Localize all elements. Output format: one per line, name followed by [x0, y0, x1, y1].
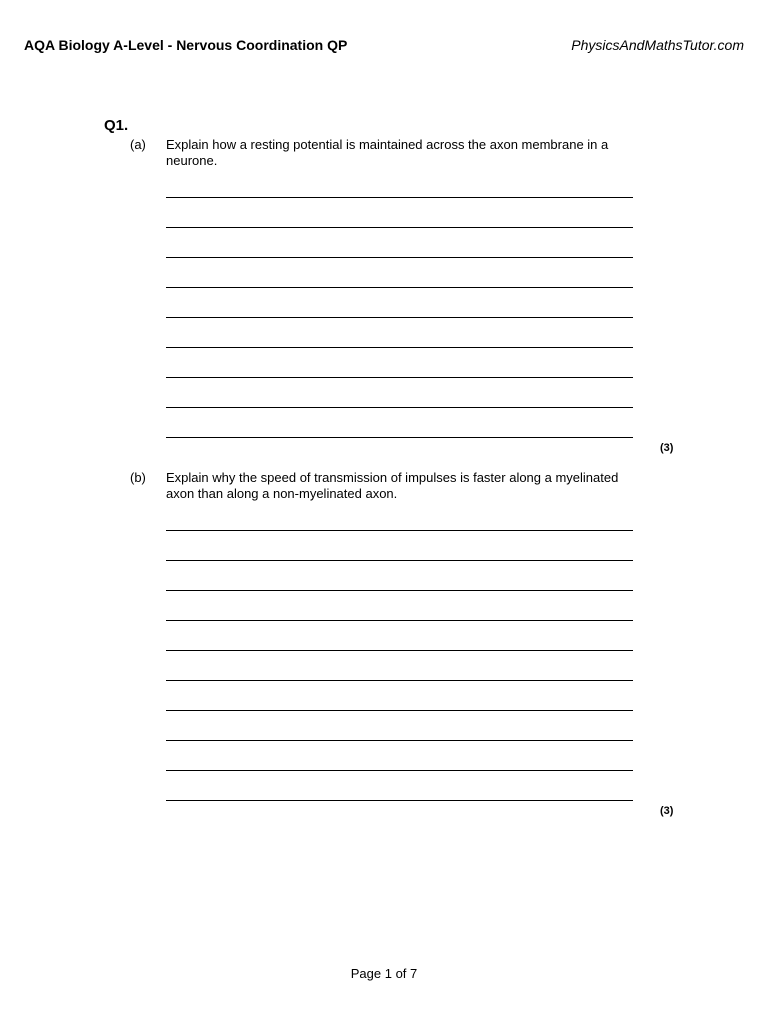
part-b-question-text: Explain why the speed of transmission of impulses is faster along a myelinated axon than along a non-myelinated axon. [166, 470, 619, 501]
document-title: AQA Biology A-Level - Nervous Coordination QP [24, 37, 348, 53]
part-a-marks: (3) [660, 442, 674, 454]
answer-line[interactable] [166, 198, 633, 228]
answer-line[interactable] [166, 741, 633, 771]
answer-line[interactable] [166, 561, 633, 591]
answer-line[interactable] [166, 288, 633, 318]
answer-line[interactable] [166, 681, 633, 711]
answer-line[interactable] [166, 501, 633, 531]
part-a-question-text: Explain how a resting potential is maintained across the axon membrane in a neurone. [166, 137, 609, 168]
answer-line[interactable] [166, 591, 633, 621]
answer-line[interactable] [166, 378, 633, 408]
answer-line[interactable] [166, 228, 633, 258]
part-a-answer-lines[interactable] [166, 168, 633, 438]
answer-line[interactable] [166, 348, 633, 378]
answer-line[interactable] [166, 168, 633, 198]
part-b-marks: (3) [660, 805, 674, 817]
answer-line[interactable] [166, 621, 633, 651]
page-number: Page 1 of 7 [350, 966, 418, 981]
answer-line[interactable] [166, 771, 633, 801]
part-b-answer-lines[interactable] [166, 501, 633, 801]
question-number: Q1. [104, 117, 129, 134]
site-name: PhysicsAndMathsTutor.com [571, 37, 744, 53]
answer-line[interactable] [166, 408, 633, 438]
part-a-label: (a) [130, 137, 146, 152]
answer-line[interactable] [166, 531, 633, 561]
answer-line[interactable] [166, 318, 633, 348]
answer-line[interactable] [166, 711, 633, 741]
part-b-label: (b) [130, 470, 146, 485]
answer-line[interactable] [166, 651, 633, 681]
answer-line[interactable] [166, 258, 633, 288]
